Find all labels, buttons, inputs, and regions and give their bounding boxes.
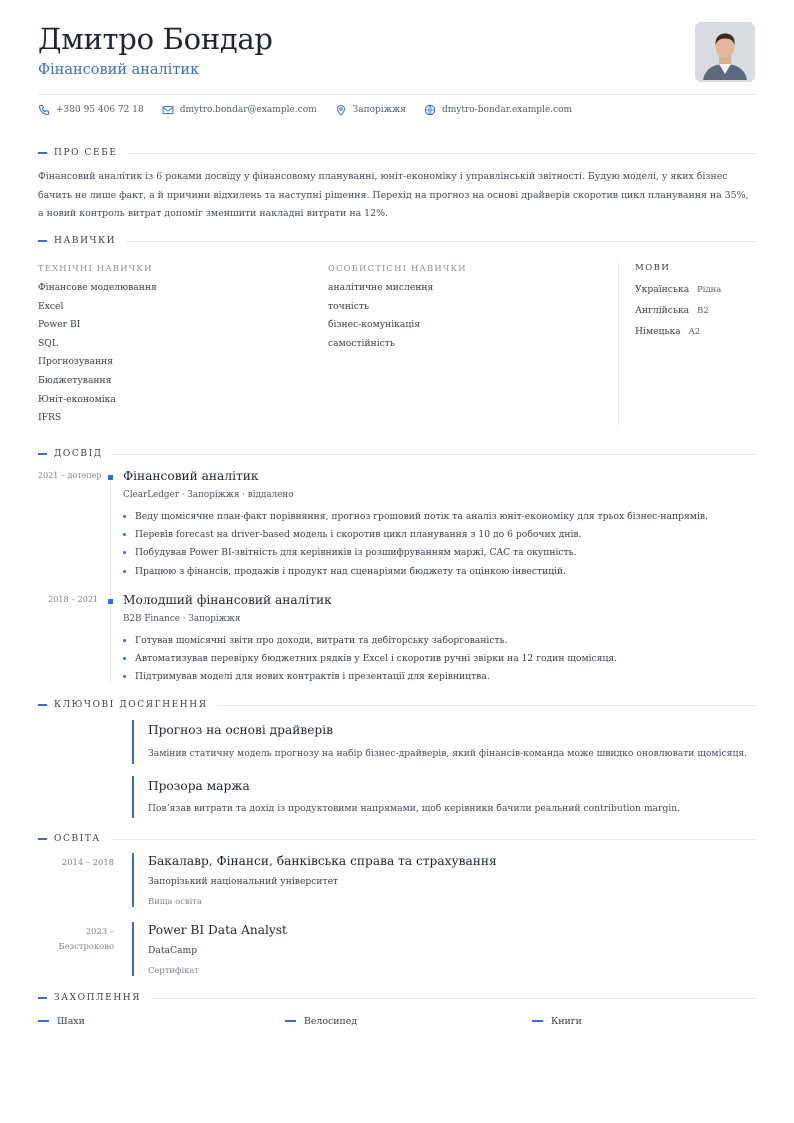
location-pin-icon bbox=[335, 104, 347, 116]
job-bullet bbox=[123, 566, 566, 577]
contact-website[interactable] bbox=[424, 104, 572, 116]
technical-skill: Юніт-економіка bbox=[38, 394, 116, 405]
person-photo-icon bbox=[697, 24, 753, 80]
personal-skill: самостійність bbox=[328, 338, 395, 349]
language-row bbox=[635, 284, 721, 295]
personal-skill: бізнес-комунікація bbox=[328, 319, 421, 330]
section-experience-header bbox=[38, 448, 756, 460]
website-text: dmytro-bondar.example.com bbox=[441, 105, 573, 115]
mail-icon bbox=[162, 104, 174, 116]
bullet-dot bbox=[123, 639, 126, 642]
technical-skill: Excel bbox=[38, 301, 64, 312]
education-bar bbox=[132, 853, 134, 907]
phone-icon bbox=[38, 104, 50, 116]
achievement-bar bbox=[132, 720, 134, 764]
technical-skill: Фінансове моделювання bbox=[38, 282, 157, 293]
job-company-line bbox=[123, 614, 240, 624]
section-title: ОСВІТА bbox=[54, 834, 101, 844]
section-title: КЛЮЧОВІ ДОСЯГНЕННЯ bbox=[54, 700, 208, 710]
personal-skill: точність bbox=[328, 301, 369, 312]
language-level: A2 bbox=[688, 326, 701, 336]
hobby-label: Шахи bbox=[57, 1015, 85, 1027]
header-divider bbox=[38, 94, 756, 95]
section-rule bbox=[128, 153, 756, 154]
education-bar bbox=[132, 922, 134, 976]
bullet-dot bbox=[123, 533, 126, 536]
education-type: Вища освіта bbox=[148, 896, 202, 906]
section-skills-header bbox=[38, 235, 756, 247]
language-name: Англійська bbox=[635, 305, 690, 316]
section-dash bbox=[38, 152, 47, 154]
achievement-title: Прогноз на основі драйверів bbox=[148, 723, 333, 737]
bullet-text: Готував щомісячні звіти про доходи, витрати та дебіторську заборгованість. bbox=[135, 635, 508, 646]
job-bullet bbox=[123, 635, 508, 646]
personal-skill: аналітичне мислення bbox=[328, 282, 434, 293]
technical-skills-title: ТЕХНІЧНІ НАВИЧКИ bbox=[38, 263, 153, 273]
education-dates bbox=[38, 924, 114, 954]
job-title: Фінансовий аналітик bbox=[123, 469, 259, 483]
job-bullet bbox=[123, 529, 582, 540]
education-start: 2023 – bbox=[85, 926, 114, 936]
bullet-dot bbox=[123, 551, 126, 554]
achievement-text: Пов’язав витрати та дохід із продуктовими напрямами, щоб керівники бачили реальний contribution margin. bbox=[148, 803, 681, 814]
contact-bar bbox=[38, 102, 590, 118]
candidate-name: Дмитро Бондар bbox=[38, 22, 273, 56]
section-title: ПРО СЕБЕ bbox=[54, 148, 118, 158]
section-rule bbox=[218, 705, 756, 706]
education-title: Power BI Data Analyst bbox=[148, 923, 287, 937]
phone-text: +380 95 406 72 18 bbox=[56, 105, 144, 115]
section-dash bbox=[38, 240, 47, 242]
bullet-dot bbox=[123, 515, 126, 518]
experience-dates: 2018 – 2021 bbox=[48, 595, 98, 604]
job-bullet bbox=[123, 671, 490, 682]
technical-skill: Бюджетування bbox=[38, 375, 112, 386]
technical-skill: Прогнозування bbox=[38, 356, 114, 367]
education-type: Сертифікат bbox=[148, 965, 200, 975]
section-title: ДОСВІД bbox=[54, 449, 103, 459]
candidate-role: Фінансовий аналітик bbox=[38, 62, 200, 78]
bullet-dot bbox=[123, 675, 126, 678]
section-rule bbox=[126, 241, 756, 242]
job-company: ClearLedger bbox=[123, 490, 179, 500]
bullet-text: Підтримував моделі для нових контрактів і презентації для керівництва. bbox=[135, 671, 490, 682]
achievement-bar bbox=[132, 776, 134, 818]
section-about-header bbox=[38, 147, 756, 159]
hobby-item bbox=[532, 1015, 582, 1027]
contact-email[interactable] bbox=[162, 104, 317, 116]
hobby-dash bbox=[285, 1020, 296, 1022]
job-bullet bbox=[123, 511, 708, 522]
job-company: B2B Finance bbox=[123, 614, 180, 624]
bullet-dot bbox=[123, 570, 126, 573]
job-bullet bbox=[123, 653, 617, 664]
section-rule bbox=[113, 454, 756, 455]
language-row bbox=[635, 326, 700, 337]
profile-photo bbox=[695, 22, 755, 82]
technical-skill: Power BI bbox=[38, 319, 81, 330]
education-end: Безстроково bbox=[58, 941, 114, 951]
hobby-dash bbox=[38, 1020, 49, 1022]
education-institution: DataCamp bbox=[148, 945, 198, 956]
contact-phone[interactable] bbox=[38, 104, 144, 116]
experience-timeline bbox=[110, 473, 111, 683]
experience-dates: 2021 – дотепер bbox=[38, 471, 102, 480]
technical-skill: IFRS bbox=[38, 412, 62, 423]
section-title: НАВИЧКИ bbox=[54, 236, 117, 246]
language-name: Німецька bbox=[635, 326, 681, 337]
bullet-dot bbox=[123, 657, 126, 660]
language-name: Українська bbox=[635, 284, 690, 295]
email-text: dmytro.bondar@example.com bbox=[179, 105, 317, 115]
section-dash bbox=[38, 704, 47, 706]
section-dash bbox=[38, 838, 47, 840]
achievement-text: Замінив статичну модель прогнозу на набір бізнес-драйверів, який фінансів-команда може швидко оновлювати щомісяця. bbox=[148, 748, 748, 759]
contact-location bbox=[335, 104, 406, 116]
globe-icon bbox=[424, 104, 436, 116]
bullet-text: Перевів forecast на driver-based модель і скоротив цикл планування з 10 до 6 робочих днів. bbox=[135, 529, 582, 540]
hobby-label: Книги bbox=[551, 1015, 582, 1027]
job-bullet bbox=[123, 547, 577, 558]
education-institution: Запорізький національний університет bbox=[148, 876, 339, 887]
languages-divider bbox=[618, 262, 619, 426]
hobby-label: Велосипед bbox=[304, 1015, 358, 1027]
language-level: B2 bbox=[697, 305, 709, 315]
language-row bbox=[635, 305, 709, 316]
section-hobbies-header bbox=[38, 992, 756, 1004]
bullet-text: Автоматизував перевірку бюджетних рядків у Excel і скоротив ручні звірки на 12 годин щомісяця. bbox=[135, 653, 618, 664]
personal-skills-title: ОСОБИСТІСНІ НАВИЧКИ bbox=[328, 263, 467, 273]
job-title: Молодший фінансовий аналітик bbox=[123, 593, 332, 607]
hobby-item bbox=[285, 1015, 357, 1027]
hobby-item bbox=[38, 1015, 85, 1027]
language-level: Рідна bbox=[697, 284, 722, 294]
about-text: Фінансовий аналітик із 6 роками досвіду у фінансовому плануванні, юніт-економіку і управлінській звітності. Будую моделі, у яких бізнес бачить не лише факт, а й причини відхилень та наступні рішення. Перехід на прогноз на основі драйверів скоротив цикл планування на 35%, а новий контроль витрат допоміг зменшити накладні витрати на 12%. bbox=[38, 171, 749, 219]
section-education-header bbox=[38, 833, 756, 845]
timeline-marker bbox=[108, 599, 113, 604]
job-company-line bbox=[123, 490, 294, 500]
languages-title: МОВИ bbox=[635, 263, 671, 273]
section-rule bbox=[111, 839, 756, 840]
location-text: Запоріжжя bbox=[352, 105, 406, 115]
bullet-text: Побудував Power BI-звітність для керівників із розшифруванням маржі, CAC та окупність. bbox=[135, 547, 577, 558]
timeline-marker bbox=[108, 475, 113, 480]
education-title: Бакалавр, Фінанси, банківська справа та страхування bbox=[148, 854, 497, 868]
job-meta: · Запоріжжя bbox=[182, 614, 241, 624]
section-dash bbox=[38, 997, 47, 999]
bullet-text: Працюю з фінансів, продажів і продукт над сценаріями бюджету та оцінкою інвестицій. bbox=[135, 566, 567, 577]
section-title: ЗАХОПЛЕННЯ bbox=[54, 993, 142, 1003]
hobby-dash bbox=[532, 1020, 543, 1022]
education-dates: 2014 – 2018 bbox=[61, 857, 114, 867]
technical-skill: SQL bbox=[38, 338, 58, 349]
section-rule bbox=[151, 998, 756, 999]
section-achievements-header bbox=[38, 699, 756, 711]
job-meta: · Запоріжжя · віддалено bbox=[181, 490, 294, 500]
bullet-text: Веду щомісячне план-факт порівняння, прогноз грошовий потік та аналіз юніт-економіку для трьох бізнес-напрямів. bbox=[135, 511, 708, 522]
section-dash bbox=[38, 453, 47, 455]
achievement-title: Прозора маржа bbox=[148, 779, 250, 793]
